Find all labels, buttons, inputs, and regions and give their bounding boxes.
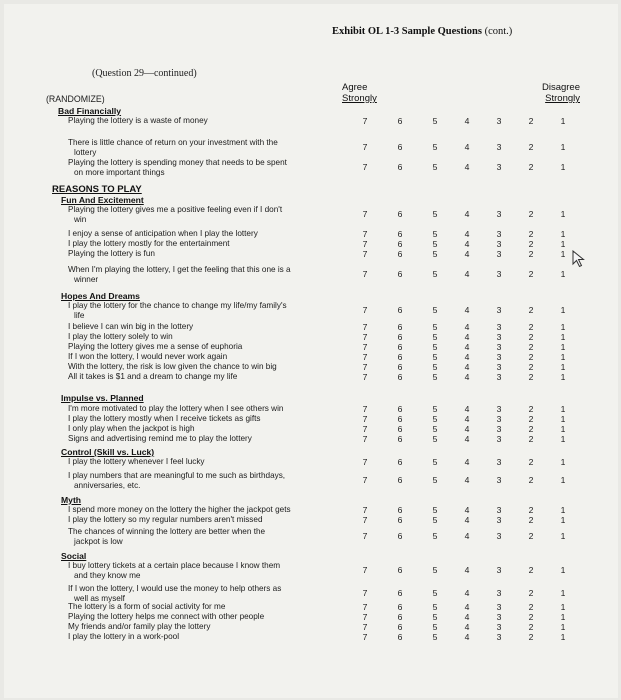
scale-number: 3 bbox=[496, 322, 502, 332]
scale-number: 6 bbox=[397, 229, 403, 239]
exhibit-title bbox=[332, 26, 512, 37]
scale-number: 6 bbox=[397, 505, 403, 515]
scale-number: 5 bbox=[432, 414, 438, 424]
scale-number: 4 bbox=[464, 229, 470, 239]
scale-number: 2 bbox=[528, 209, 534, 219]
scale-number: 3 bbox=[496, 305, 502, 315]
question-text: I play the lottery whenever I feel lucky bbox=[68, 457, 205, 466]
scale-number: 1 bbox=[560, 352, 566, 362]
question-text: winner bbox=[74, 274, 99, 284]
disagree-header-line2: Strongly bbox=[545, 93, 580, 104]
scale-number: 3 bbox=[496, 531, 502, 541]
question-text: I play the lottery solely to win bbox=[68, 332, 173, 341]
scale-number: 7 bbox=[362, 209, 368, 219]
scale-number: 4 bbox=[464, 249, 470, 259]
scale-number: 6 bbox=[397, 249, 403, 259]
scale-number: 6 bbox=[397, 622, 403, 632]
scale-number: 6 bbox=[397, 332, 403, 342]
scale-number: 7 bbox=[362, 229, 368, 239]
question-text: win bbox=[74, 214, 87, 224]
question-text: I believe I can win big in the lottery bbox=[68, 322, 194, 331]
randomize-note: (RANDOMIZE) bbox=[46, 94, 105, 104]
scale-number: 4 bbox=[464, 424, 470, 434]
scale-number: 7 bbox=[362, 332, 368, 342]
scale-number: 7 bbox=[362, 632, 368, 642]
scale-number: 3 bbox=[496, 116, 502, 126]
scale-number: 5 bbox=[432, 116, 438, 126]
scale-number: 1 bbox=[560, 475, 566, 485]
scale-number: 7 bbox=[362, 372, 368, 382]
scale-number: 6 bbox=[397, 404, 403, 414]
scale-number: 2 bbox=[528, 602, 534, 612]
scale-number: 5 bbox=[432, 305, 438, 315]
scale-number: 3 bbox=[496, 142, 502, 152]
scale-number: 2 bbox=[528, 475, 534, 485]
scale-number: 6 bbox=[397, 352, 403, 362]
scale-number: 3 bbox=[496, 249, 502, 259]
scale-number: 3 bbox=[496, 332, 502, 342]
agree-header-line1: Agree bbox=[342, 82, 368, 93]
question-text: life bbox=[74, 310, 85, 320]
question-text: anniversaries, etc. bbox=[74, 480, 141, 490]
question-text: Playing the lottery gives me a positive feeling even if I don't bbox=[68, 205, 283, 214]
scale-number: 2 bbox=[528, 305, 534, 315]
scale-number: 4 bbox=[464, 372, 470, 382]
scale-number: 7 bbox=[362, 457, 368, 467]
scale-number: 5 bbox=[432, 239, 438, 249]
scale-number: 7 bbox=[362, 162, 368, 172]
scale-number: 6 bbox=[397, 239, 403, 249]
scale-number: 1 bbox=[560, 457, 566, 467]
scale-number: 7 bbox=[362, 505, 368, 515]
scale-number: 6 bbox=[397, 602, 403, 612]
mouse-cursor-icon bbox=[572, 250, 588, 268]
scale-number: 2 bbox=[528, 269, 534, 279]
scale-number: 1 bbox=[560, 632, 566, 642]
scale-number: 7 bbox=[362, 622, 368, 632]
scale-number: 1 bbox=[560, 269, 566, 279]
scale-number: 6 bbox=[397, 515, 403, 525]
scale-number: 3 bbox=[496, 612, 502, 622]
scale-number: 6 bbox=[397, 612, 403, 622]
scale-number: 2 bbox=[528, 142, 534, 152]
scale-number: 5 bbox=[432, 602, 438, 612]
question-text: I enjoy a sense of anticipation when I play the lottery bbox=[68, 229, 258, 238]
scale-number: 4 bbox=[464, 457, 470, 467]
scale-number: 2 bbox=[528, 612, 534, 622]
scale-number: 5 bbox=[432, 269, 438, 279]
scale-number: 3 bbox=[496, 515, 502, 525]
scale-number: 5 bbox=[432, 209, 438, 219]
question-text: There is little chance of return on your investment with the bbox=[68, 138, 278, 147]
scale-number: 4 bbox=[464, 305, 470, 315]
scale-number: 1 bbox=[560, 332, 566, 342]
scale-number: 3 bbox=[496, 434, 502, 444]
scale-number: 4 bbox=[464, 352, 470, 362]
scale-number: 4 bbox=[464, 434, 470, 444]
subsection-heading: Fun And Excitement bbox=[61, 195, 144, 205]
scale-number: 5 bbox=[432, 404, 438, 414]
question-text: Playing the lottery is spending money that needs to be spent bbox=[68, 158, 287, 167]
scale-number: 6 bbox=[397, 632, 403, 642]
scale-number: 3 bbox=[496, 209, 502, 219]
scale-number: 1 bbox=[560, 342, 566, 352]
scale-number: 4 bbox=[464, 239, 470, 249]
question-text: jackpot is low bbox=[74, 536, 123, 546]
scale-number: 2 bbox=[528, 457, 534, 467]
scale-number: 1 bbox=[560, 305, 566, 315]
scale-number: 4 bbox=[464, 209, 470, 219]
scale-number: 6 bbox=[397, 209, 403, 219]
scale-number: 7 bbox=[362, 612, 368, 622]
scale-number: 7 bbox=[362, 475, 368, 485]
scale-number: 5 bbox=[432, 322, 438, 332]
scale-number: 6 bbox=[397, 475, 403, 485]
scale-number: 1 bbox=[560, 116, 566, 126]
scale-number: 1 bbox=[560, 434, 566, 444]
subsection-heading: Bad Financially bbox=[58, 106, 122, 116]
scale-number: 4 bbox=[464, 588, 470, 598]
scale-number: 7 bbox=[362, 269, 368, 279]
scale-number: 3 bbox=[496, 229, 502, 239]
scale-number: 2 bbox=[528, 434, 534, 444]
scale-number: 3 bbox=[496, 362, 502, 372]
scale-number: 7 bbox=[362, 434, 368, 444]
scale-number: 3 bbox=[496, 475, 502, 485]
question-continued-label: (Question 29—continued) bbox=[92, 68, 197, 79]
question-text: well as myself bbox=[74, 593, 125, 603]
scale-number: 5 bbox=[432, 342, 438, 352]
document-page bbox=[4, 4, 618, 698]
scale-number: 3 bbox=[496, 632, 502, 642]
scale-number: 6 bbox=[397, 434, 403, 444]
scale-number: 4 bbox=[464, 565, 470, 575]
scale-number: 5 bbox=[432, 372, 438, 382]
question-text: My friends and/or family play the lottery bbox=[68, 622, 211, 631]
scale-number: 7 bbox=[362, 588, 368, 598]
scale-number: 1 bbox=[560, 602, 566, 612]
scale-number: 3 bbox=[496, 352, 502, 362]
scale-number: 1 bbox=[560, 239, 566, 249]
question-text: I play numbers that are meaningful to me such as birthdays, bbox=[68, 471, 286, 480]
scale-number: 4 bbox=[464, 505, 470, 515]
scale-number: 3 bbox=[496, 622, 502, 632]
scale-number: 2 bbox=[528, 404, 534, 414]
scale-number: 2 bbox=[528, 332, 534, 342]
scale-number: 4 bbox=[464, 531, 470, 541]
scale-number: 2 bbox=[528, 249, 534, 259]
exhibit-title-suffix: (cont.) bbox=[481, 26, 513, 37]
scale-number: 7 bbox=[362, 565, 368, 575]
disagree-header-line1: Disagree bbox=[541, 82, 580, 93]
scale-number: 6 bbox=[397, 588, 403, 598]
scale-number: 4 bbox=[464, 362, 470, 372]
scale-number: 7 bbox=[362, 424, 368, 434]
scale-number: 4 bbox=[464, 622, 470, 632]
question-text: If I won the lottery, I would use the money to help others as bbox=[68, 584, 282, 593]
scale-number: 7 bbox=[362, 531, 368, 541]
question-text: I play the lottery so my regular numbers aren't missed bbox=[68, 515, 263, 524]
scale-number: 3 bbox=[496, 505, 502, 515]
scale-number: 2 bbox=[528, 531, 534, 541]
scale-number: 5 bbox=[432, 332, 438, 342]
scale-number: 5 bbox=[432, 362, 438, 372]
scale-number: 2 bbox=[528, 424, 534, 434]
section-heading: REASONS TO PLAY bbox=[52, 184, 142, 195]
scale-number: 2 bbox=[528, 162, 534, 172]
scale-number: 4 bbox=[464, 116, 470, 126]
scale-number: 3 bbox=[496, 239, 502, 249]
scale-number: 4 bbox=[464, 332, 470, 342]
scale-number: 6 bbox=[397, 565, 403, 575]
scale-number: 3 bbox=[496, 162, 502, 172]
scale-number: 6 bbox=[397, 322, 403, 332]
scale-number: 7 bbox=[362, 305, 368, 315]
scale-number: 7 bbox=[362, 352, 368, 362]
scale-number: 1 bbox=[560, 162, 566, 172]
scale-number: 5 bbox=[432, 622, 438, 632]
question-text: Playing the lottery is fun bbox=[68, 249, 155, 258]
disagree-header bbox=[532, 82, 580, 104]
question-text: The chances of winning the lottery are better when the bbox=[68, 527, 266, 536]
scale-number: 1 bbox=[560, 565, 566, 575]
subsection-heading: Impulse vs. Planned bbox=[61, 393, 144, 403]
question-text: I only play when the jackpot is high bbox=[68, 424, 195, 433]
scale-number: 6 bbox=[397, 142, 403, 152]
scale-number: 2 bbox=[528, 565, 534, 575]
scale-number: 7 bbox=[362, 116, 368, 126]
scale-number: 5 bbox=[432, 229, 438, 239]
scale-number: 1 bbox=[560, 322, 566, 332]
question-text: The lottery is a form of social activity for me bbox=[68, 602, 226, 611]
scale-number: 4 bbox=[464, 632, 470, 642]
question-text: lottery bbox=[74, 147, 97, 157]
scale-number: 4 bbox=[464, 475, 470, 485]
scale-number: 5 bbox=[432, 434, 438, 444]
scale-number: 4 bbox=[464, 404, 470, 414]
scale-number: 6 bbox=[397, 162, 403, 172]
scale-number: 2 bbox=[528, 116, 534, 126]
scale-number: 2 bbox=[528, 372, 534, 382]
scale-number: 3 bbox=[496, 414, 502, 424]
scale-number: 2 bbox=[528, 632, 534, 642]
scale-number: 6 bbox=[397, 362, 403, 372]
scale-number: 2 bbox=[528, 239, 534, 249]
scale-number: 1 bbox=[560, 505, 566, 515]
scale-number: 4 bbox=[464, 414, 470, 424]
scale-number: 1 bbox=[560, 612, 566, 622]
scale-number: 2 bbox=[528, 322, 534, 332]
scale-number: 6 bbox=[397, 116, 403, 126]
question-text: and they know me bbox=[74, 570, 141, 580]
question-text: If I won the lottery, I would never work again bbox=[68, 352, 228, 361]
scale-number: 4 bbox=[464, 602, 470, 612]
scale-number: 3 bbox=[496, 588, 502, 598]
scale-number: 1 bbox=[560, 414, 566, 424]
scale-number: 1 bbox=[560, 229, 566, 239]
scale-number: 1 bbox=[560, 424, 566, 434]
subsection-heading: Control (Skill vs. Luck) bbox=[61, 447, 155, 457]
scale-number: 2 bbox=[528, 505, 534, 515]
question-text: I buy lottery tickets at a certain place because I know them bbox=[68, 561, 281, 570]
scale-number: 4 bbox=[464, 322, 470, 332]
question-text: Signs and advertising remind me to play the lottery bbox=[68, 434, 252, 443]
scale-number: 2 bbox=[528, 352, 534, 362]
scale-number: 7 bbox=[362, 404, 368, 414]
scale-number: 4 bbox=[464, 142, 470, 152]
scale-number: 1 bbox=[560, 209, 566, 219]
scale-number: 5 bbox=[432, 457, 438, 467]
scale-number: 4 bbox=[464, 269, 470, 279]
scale-number: 5 bbox=[432, 632, 438, 642]
question-text: I'm more motivated to play the lottery when I see others win bbox=[68, 404, 284, 413]
question-text: All it takes is $1 and a dream to change my life bbox=[68, 372, 238, 381]
scale-number: 6 bbox=[397, 414, 403, 424]
scale-number: 1 bbox=[560, 249, 566, 259]
scale-number: 5 bbox=[432, 531, 438, 541]
scale-number: 5 bbox=[432, 505, 438, 515]
scale-number: 6 bbox=[397, 342, 403, 352]
scale-number: 3 bbox=[496, 565, 502, 575]
scale-number: 4 bbox=[464, 515, 470, 525]
scale-number: 5 bbox=[432, 565, 438, 575]
agree-header bbox=[342, 82, 377, 104]
scale-number: 3 bbox=[496, 342, 502, 352]
question-text: I play the lottery mostly for the entertainment bbox=[68, 239, 230, 248]
scale-number: 1 bbox=[560, 531, 566, 541]
scale-number: 7 bbox=[362, 515, 368, 525]
scale-number: 6 bbox=[397, 269, 403, 279]
scale-number: 5 bbox=[432, 515, 438, 525]
scale-number: 1 bbox=[560, 372, 566, 382]
scale-number: 2 bbox=[528, 362, 534, 372]
scale-number: 2 bbox=[528, 342, 534, 352]
subsection-heading: Hopes And Dreams bbox=[61, 291, 140, 301]
scale-number: 3 bbox=[496, 424, 502, 434]
scale-number: 5 bbox=[432, 352, 438, 362]
agree-header-line2: Strongly bbox=[342, 93, 377, 104]
scale-number: 7 bbox=[362, 602, 368, 612]
scale-number: 2 bbox=[528, 515, 534, 525]
scale-number: 2 bbox=[528, 229, 534, 239]
scale-number: 7 bbox=[362, 362, 368, 372]
scale-number: 5 bbox=[432, 424, 438, 434]
scale-number: 1 bbox=[560, 622, 566, 632]
subsection-heading: Social bbox=[61, 551, 87, 561]
scale-number: 7 bbox=[362, 342, 368, 352]
scale-number: 1 bbox=[560, 142, 566, 152]
scale-number: 4 bbox=[464, 162, 470, 172]
scale-number: 3 bbox=[496, 269, 502, 279]
scale-number: 1 bbox=[560, 515, 566, 525]
question-text: I play the lottery mostly when I receive tickets as gifts bbox=[68, 414, 261, 423]
question-text: Playing the lottery helps me connect with other people bbox=[68, 612, 265, 621]
scale-number: 5 bbox=[432, 249, 438, 259]
scale-number: 2 bbox=[528, 622, 534, 632]
question-text: Playing the lottery gives me a sense of euphoria bbox=[68, 342, 243, 351]
question-text: With the lottery, the risk is low given the chance to win big bbox=[68, 362, 277, 371]
scale-number: 2 bbox=[528, 414, 534, 424]
scale-number: 3 bbox=[496, 457, 502, 467]
scale-number: 7 bbox=[362, 414, 368, 424]
question-text: on more important things bbox=[74, 167, 165, 177]
question-text: Playing the lottery is a waste of money bbox=[68, 116, 208, 125]
scale-number: 5 bbox=[432, 162, 438, 172]
scale-number: 5 bbox=[432, 612, 438, 622]
scale-number: 3 bbox=[496, 404, 502, 414]
scale-number: 7 bbox=[362, 142, 368, 152]
scale-number: 7 bbox=[362, 322, 368, 332]
scale-number: 4 bbox=[464, 612, 470, 622]
exhibit-title-bold: Exhibit OL 1-3 Sample Questions bbox=[332, 26, 482, 37]
scale-number: 7 bbox=[362, 249, 368, 259]
scale-number: 6 bbox=[397, 424, 403, 434]
subsection-heading: Myth bbox=[61, 495, 82, 505]
scale-number: 6 bbox=[397, 457, 403, 467]
question-text: I play the lottery for the chance to change my life/my family's bbox=[68, 301, 287, 310]
scale-number: 5 bbox=[432, 588, 438, 598]
question-text: I spend more money on the lottery the higher the jackpot gets bbox=[68, 505, 291, 514]
scale-number: 3 bbox=[496, 602, 502, 612]
scale-number: 7 bbox=[362, 239, 368, 249]
question-text: When I'm playing the lottery, I get the feeling that this one is a bbox=[68, 265, 291, 274]
scale-number: 5 bbox=[432, 142, 438, 152]
scale-number: 1 bbox=[560, 588, 566, 598]
scale-number: 4 bbox=[464, 342, 470, 352]
scale-number: 5 bbox=[432, 475, 438, 485]
question-text: I play the lottery in a work-pool bbox=[68, 632, 180, 641]
scale-number: 2 bbox=[528, 588, 534, 598]
scale-number: 1 bbox=[560, 362, 566, 372]
scale-number: 6 bbox=[397, 531, 403, 541]
scale-number: 1 bbox=[560, 404, 566, 414]
scale-number: 6 bbox=[397, 372, 403, 382]
scale-number: 6 bbox=[397, 305, 403, 315]
scale-number: 3 bbox=[496, 372, 502, 382]
